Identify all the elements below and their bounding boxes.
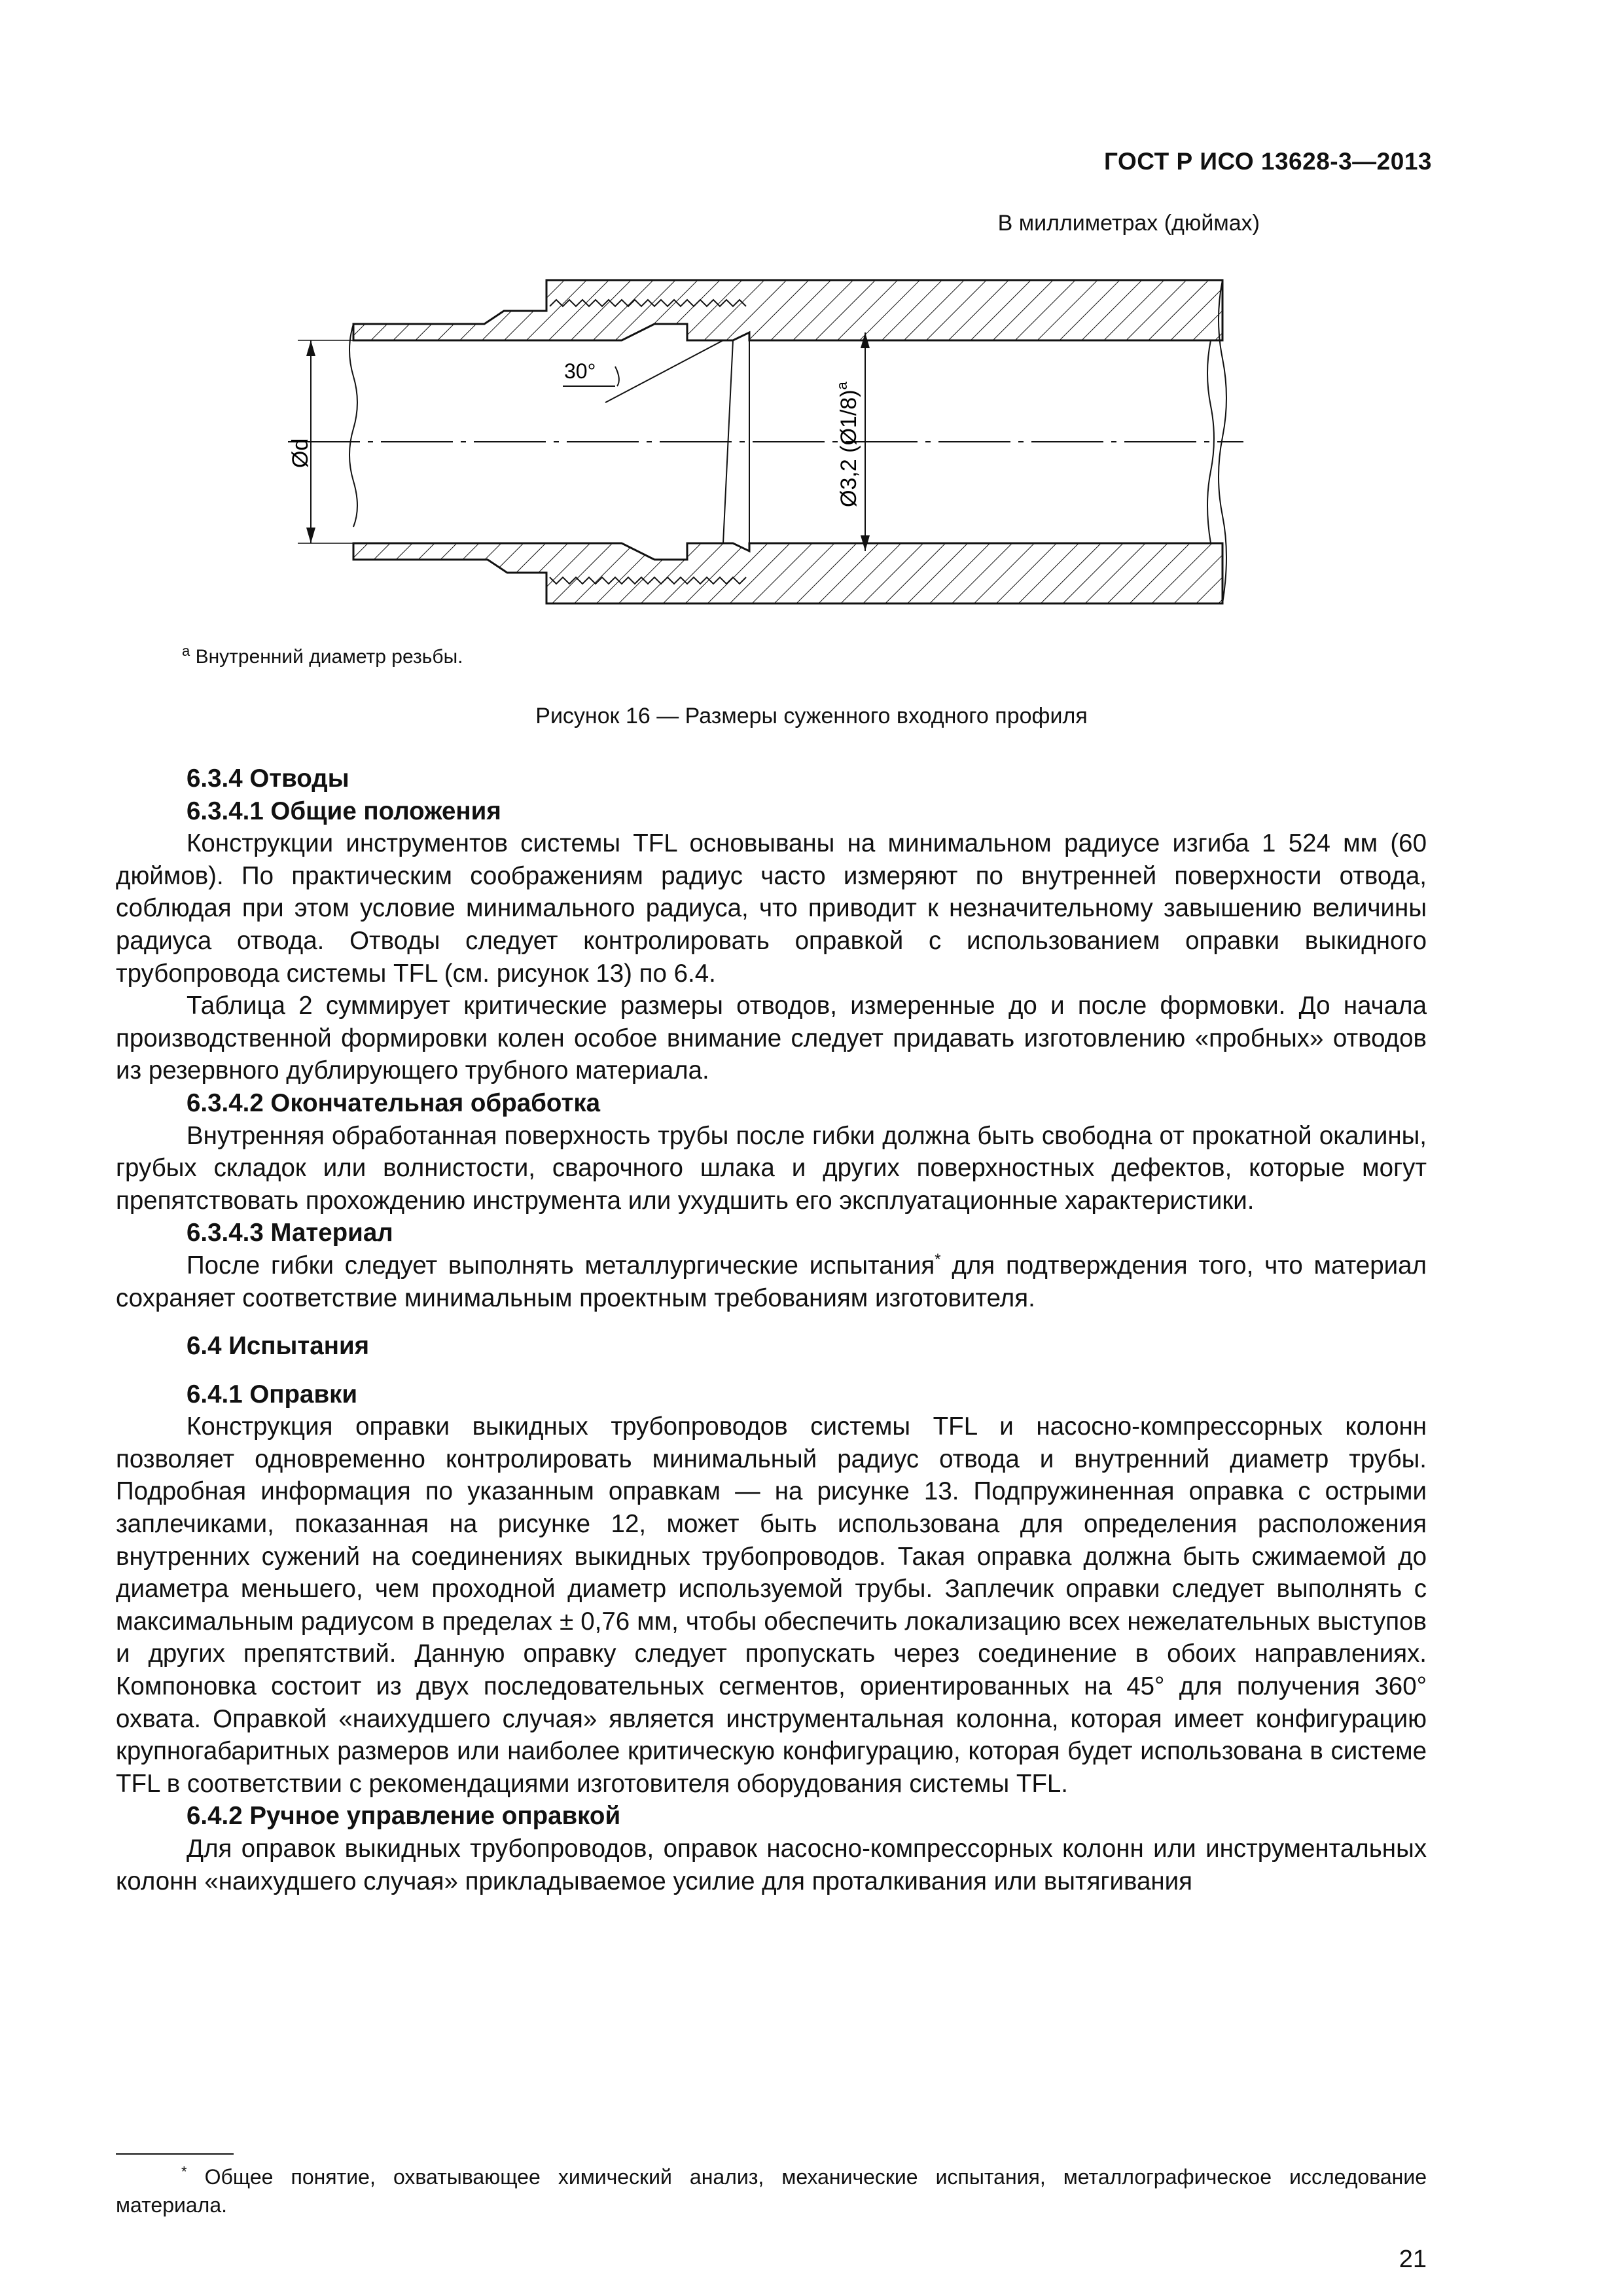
units-note: В миллиметрах (дюймах) [997, 211, 1260, 236]
figure-16-drawing [0, 0, 1623, 628]
footnote-star-text: Общее понятие, охватывающее химический анализ, механические испытания, металлографическое исследование материала. [116, 2165, 1427, 2217]
heading-6-3-4-2: 6.3.4.2 Окончательная обработка [187, 1088, 600, 1117]
heading-6-4: 6.4 Испытания [187, 1332, 370, 1361]
heading-6-4-2: 6.4.2 Ручное управление оправкой [187, 1802, 621, 1831]
page-number: 21 [1399, 2246, 1427, 2273]
footnote-separator [116, 2153, 234, 2155]
heading-6-3-4-1: 6.3.4.1 Общие положения [187, 797, 501, 825]
footnote-marker-a: a [182, 643, 190, 659]
paragraph-3: Внутренняя обработанная поверхность трубы после гибки должна быть свободна от прокатной окалины, грубых складок или волнистости, сварочного шлака и других поверхностных дефектов, которые могут препятствовать прохождению инструмента или ухудшить его эксплуатационные характеристики. [116, 1121, 1427, 1215]
footnote-a-text: Внутренний диаметр резьбы. [195, 646, 463, 668]
figure-footnote [182, 643, 463, 668]
heading-6-3-4-3: 6.3.4.3 Материал [187, 1219, 393, 1247]
upper-wall [353, 280, 1222, 340]
paragraph-1: Конструкции инструментов системы TFL основываны на минимальном радиусе изгиба 1 524 мм (60 дюймов). По практическим соображениям радиус часто измеряют по внутренней поверхности отвода, соблюдая при этом условие минимального радиуса, что приводит к незначительному завышению величины радиуса отвода. Отводы следует контролировать оправкой с использованием оправки выкидного трубопровода системы TFL (см. рисунок 13) по 6.4. [116, 829, 1427, 988]
paragraph-2: Таблица 2 суммирует критические размеры отводов, измеренные до и после формовки. До начала производственной формировки колен особое внимание следует придавать изготовлению «пробных» отводов из резервного дублирующего трубного материала. [116, 992, 1427, 1085]
body-text [116, 762, 1427, 1897]
lower-wall [353, 543, 1222, 603]
paragraph-6: Для оправок выкидных трубопроводов, оправок насосно-компрессорных колонн или инструментальных колонн «наихудшего случая» прикладываемое усилие для проталкивания или вытягивания [116, 1835, 1427, 1895]
paragraph-4: После гибки следует выполнять металлургические испытания* для подтверждения того, что материал сохраняет соответствие минимальным проектным требованиям изготовителя. [116, 1251, 1427, 1312]
angle-annotation [563, 340, 723, 403]
dim-d-label: Ød [288, 438, 313, 468]
dim-thread-value: Ø3,2 (Ø1/8) [836, 389, 861, 507]
footnote-star-marker: * [181, 2163, 187, 2180]
dim-thread-sup: a [834, 382, 850, 390]
pipe-section [288, 280, 1243, 603]
document-header: ГОСТ Р ИСО 13628-3—2013 [1104, 148, 1432, 175]
figure-caption: Рисунок 16 — Размеры суженного входного профиля [535, 704, 1088, 728]
heading-6-3-4: 6.3.4 Отводы [187, 764, 349, 793]
angle-label: 30° [564, 359, 596, 383]
heading-6-4-1: 6.4.1 Оправки [187, 1380, 358, 1408]
dim-thread-label [834, 381, 861, 507]
page-footnote [116, 2163, 1427, 2219]
paragraph-5: Конструкция оправки выкидных трубопроводов системы TFL и насосно-компрессорных колонн позволяет одновременно контролировать минимальный радиус отвода и внутренний диаметр трубы. Подробная информация по указанным оправкам — на рисунке 13. Подпружиненная оправка с острыми заплечиками, показанная на рисунке 12, может быть использована для определения расположения внутренних сужений на соединениях выкидных трубопроводов. Такая оправка должна быть сжимаемой до диаметра меньшего, чем проходной диаметр используемой трубы. Заплечик оправки следует выполнять с максимальным радиусом в пределах ± 0,76 мм, чтобы обеспечить локализацию всех нежелательных выступов и других препятствий. Данную оправку следует пропускать через соединение в обоих направлениях. Компоновка состоит из двух последовательных сегментов, ориентированных на 45° для получения 360° охвата. Оправкой «наихудшего случая» является инструментальная колонна, которая имеет конфигурацию крупногабаритных размеров или наиболее критическую конфигурацию, которая будет использована в системе TFL в соответствии с рекомендациями изготовителя оборудования системы TFL. [116, 1412, 1427, 1798]
footnote-ref-star: * [935, 1251, 941, 1269]
